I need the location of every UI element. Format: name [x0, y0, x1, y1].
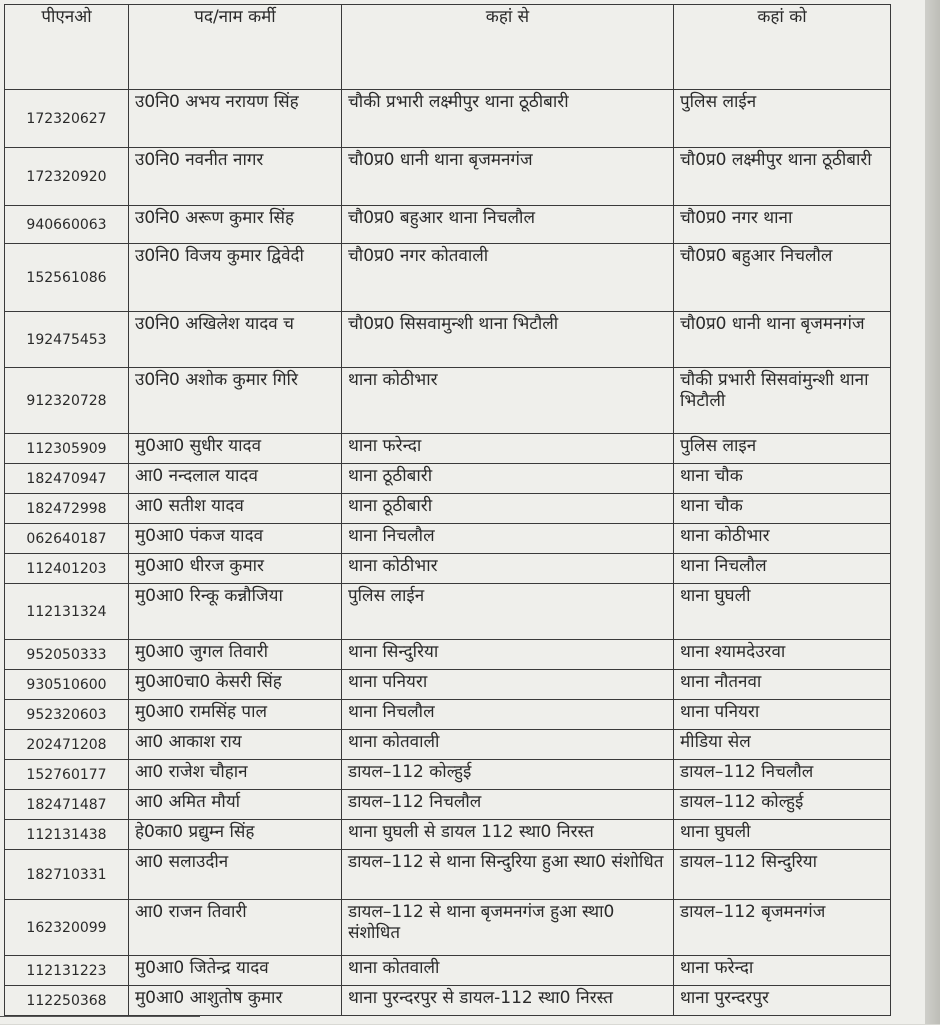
table-row [5, 986, 891, 1016]
cell-from: चौ0प्र0 सिसवामुन्शी थाना भिटौली [342, 312, 674, 368]
cell-name: मु0आ0 धीरज कुमार [129, 554, 342, 584]
cell-from: डायल–112 से थाना बृजमनगंज हुआ स्था0 संशोधित [342, 900, 674, 956]
cell-pno: 112131324 [5, 584, 129, 640]
cell-name: हे0का0 प्रद्युम्न सिंह [129, 820, 342, 850]
table-row [5, 820, 891, 850]
cell-from: थाना कोठीभार [342, 554, 674, 584]
page-edge [925, 0, 940, 1024]
cell-to: मीडिया सेल [674, 730, 891, 760]
header-name: पद/नाम कर्मी [129, 5, 342, 90]
table-row [5, 900, 891, 956]
cell-from: थाना ठूठीबारी [342, 464, 674, 494]
cell-name: उ0नि0 नवनीत नागर [129, 148, 342, 206]
cell-name: आ0 सलाउदीन [129, 850, 342, 900]
table-row [5, 790, 891, 820]
cell-pno: 202471208 [5, 730, 129, 760]
cell-from: थाना फरेन्दा [342, 434, 674, 464]
cell-from: चौ0प्र0 धानी थाना बृजमनगंज [342, 148, 674, 206]
table-row [5, 584, 891, 640]
cell-to: चौकी प्रभारी सिसवांमुन्शी थाना भिटौली [674, 368, 891, 434]
cell-pno: 182470947 [5, 464, 129, 494]
table-row [5, 554, 891, 584]
table-row [5, 312, 891, 368]
cell-pno: 952050333 [5, 640, 129, 670]
cell-to: पुलिस लाइन [674, 434, 891, 464]
cell-from: चौकी प्रभारी लक्ष्मीपुर थाना ठूठीबारी [342, 90, 674, 148]
cell-to: चौ0प्र0 नगर थाना [674, 206, 891, 244]
table-row [5, 494, 891, 524]
cell-name: आ0 आकाश राय [129, 730, 342, 760]
cell-name: मु0आ0 सुधीर यादव [129, 434, 342, 464]
cell-from: पुलिस लाईन [342, 584, 674, 640]
cell-to: थाना घुघली [674, 584, 891, 640]
header-pno: पीएनओ [5, 5, 129, 90]
cell-to: थाना पुरन्दरपुर [674, 986, 891, 1016]
table-header-row [5, 5, 891, 90]
cell-to: डायल–112 निचलौल [674, 760, 891, 790]
cell-to: डायल–112 सिन्दुरिया [674, 850, 891, 900]
cell-from: चौ0प्र0 बहुआर थाना निचलौल [342, 206, 674, 244]
cell-pno: 112131438 [5, 820, 129, 850]
table-row [5, 850, 891, 900]
cell-to: चौ0प्र0 बहुआर निचलौल [674, 244, 891, 312]
cell-pno: 162320099 [5, 900, 129, 956]
table-row [5, 670, 891, 700]
cell-to: थाना पनियरा [674, 700, 891, 730]
cell-name: उ0नि0 अभय नरायण सिंह [129, 90, 342, 148]
cell-to: डायल–112 बृजमनगंज [674, 900, 891, 956]
cell-name: आ0 राजेश चौहान [129, 760, 342, 790]
cell-to: चौ0प्र0 धानी थाना बृजमनगंज [674, 312, 891, 368]
cell-from: थाना निचलौल [342, 524, 674, 554]
cell-name: मु0आ0 पंकज यादव [129, 524, 342, 554]
cell-pno: 172320627 [5, 90, 129, 148]
cell-pno: 952320603 [5, 700, 129, 730]
table-row [5, 368, 891, 434]
cell-name: आ0 अमित मौर्या [129, 790, 342, 820]
cell-from: डायल–112 कोल्हुई [342, 760, 674, 790]
header-from: कहां से [342, 5, 674, 90]
table-row [5, 464, 891, 494]
cell-pno: 930510600 [5, 670, 129, 700]
cell-name: मु0आ0चा0 केसरी सिंह [129, 670, 342, 700]
cell-pno: 192475453 [5, 312, 129, 368]
cell-pno: 172320920 [5, 148, 129, 206]
cell-pno: 182710331 [5, 850, 129, 900]
table-row [5, 730, 891, 760]
table-row [5, 524, 891, 554]
cell-to: डायल–112 कोल्हुई [674, 790, 891, 820]
cell-from: थाना कोतवाली [342, 956, 674, 986]
cell-to: थाना श्यामदेउरवा [674, 640, 891, 670]
table-row [5, 700, 891, 730]
cell-to: थाना घुघली [674, 820, 891, 850]
cell-pno: 112131223 [5, 956, 129, 986]
cell-name: आ0 सतीश यादव [129, 494, 342, 524]
cell-to: थाना निचलौल [674, 554, 891, 584]
cell-from: डायल–112 निचलौल [342, 790, 674, 820]
cell-pno: 112305909 [5, 434, 129, 464]
cell-from: थाना पुरन्दरपुर से डायल-112 स्था0 निरस्त [342, 986, 674, 1016]
cell-pno: 112250368 [5, 986, 129, 1016]
cell-to: चौ0प्र0 लक्ष्मीपुर थाना ठूठीबारी [674, 148, 891, 206]
cell-from: थाना पनियरा [342, 670, 674, 700]
cell-to: थाना फरेन्दा [674, 956, 891, 986]
cell-name: उ0नि0 अखिलेश यादव च [129, 312, 342, 368]
cell-name: मु0आ0 आशुतोष कुमार [129, 986, 342, 1016]
cell-from: थाना कोतवाली [342, 730, 674, 760]
cell-name: मु0आ0 जुगल तिवारी [129, 640, 342, 670]
cell-to: थाना चौक [674, 464, 891, 494]
cell-name: उ0नि0 विजय कुमार द्विवेदी [129, 244, 342, 312]
cell-from: थाना सिन्दुरिया [342, 640, 674, 670]
cell-pno: 062640187 [5, 524, 129, 554]
table-row [5, 956, 891, 986]
cell-pno: 940660063 [5, 206, 129, 244]
table-row [5, 244, 891, 312]
table-row [5, 640, 891, 670]
cell-from: थाना कोठीभार [342, 368, 674, 434]
transfer-table [4, 4, 891, 1016]
cell-from: चौ0प्र0 नगर कोतवाली [342, 244, 674, 312]
cell-name: मु0आ0 रिन्कू कन्नौजिया [129, 584, 342, 640]
cell-name: उ0नि0 अरूण कुमार सिंह [129, 206, 342, 244]
cell-pno: 152561086 [5, 244, 129, 312]
cell-from: थाना घुघली से डायल 112 स्था0 निरस्त [342, 820, 674, 850]
cell-pno: 182472998 [5, 494, 129, 524]
header-to: कहां को [674, 5, 891, 90]
cell-name: मु0आ0 जितेन्द्र यादव [129, 956, 342, 986]
table-row [5, 90, 891, 148]
cell-to: थाना नौतनवा [674, 670, 891, 700]
cell-pno: 152760177 [5, 760, 129, 790]
table-row [5, 148, 891, 206]
cell-name: मु0आ0 रामसिंह पाल [129, 700, 342, 730]
cell-name: आ0 राजन तिवारी [129, 900, 342, 956]
cell-to: पुलिस लाईन [674, 90, 891, 148]
table-row [5, 206, 891, 244]
cell-name: उ0नि0 अशोक कुमार गिरि [129, 368, 342, 434]
table-row [5, 434, 891, 464]
cell-from: थाना निचलौल [342, 700, 674, 730]
cell-pno: 182471487 [5, 790, 129, 820]
cell-to: थाना चौक [674, 494, 891, 524]
cell-from: थाना ठूठीबारी [342, 494, 674, 524]
cell-pno: 912320728 [5, 368, 129, 434]
cell-name: आ0 नन्दलाल यादव [129, 464, 342, 494]
table-row [5, 760, 891, 790]
cell-pno: 112401203 [5, 554, 129, 584]
cell-to: थाना कोठीभार [674, 524, 891, 554]
cell-from: डायल–112 से थाना सिन्दुरिया हुआ स्था0 संशोधित [342, 850, 674, 900]
